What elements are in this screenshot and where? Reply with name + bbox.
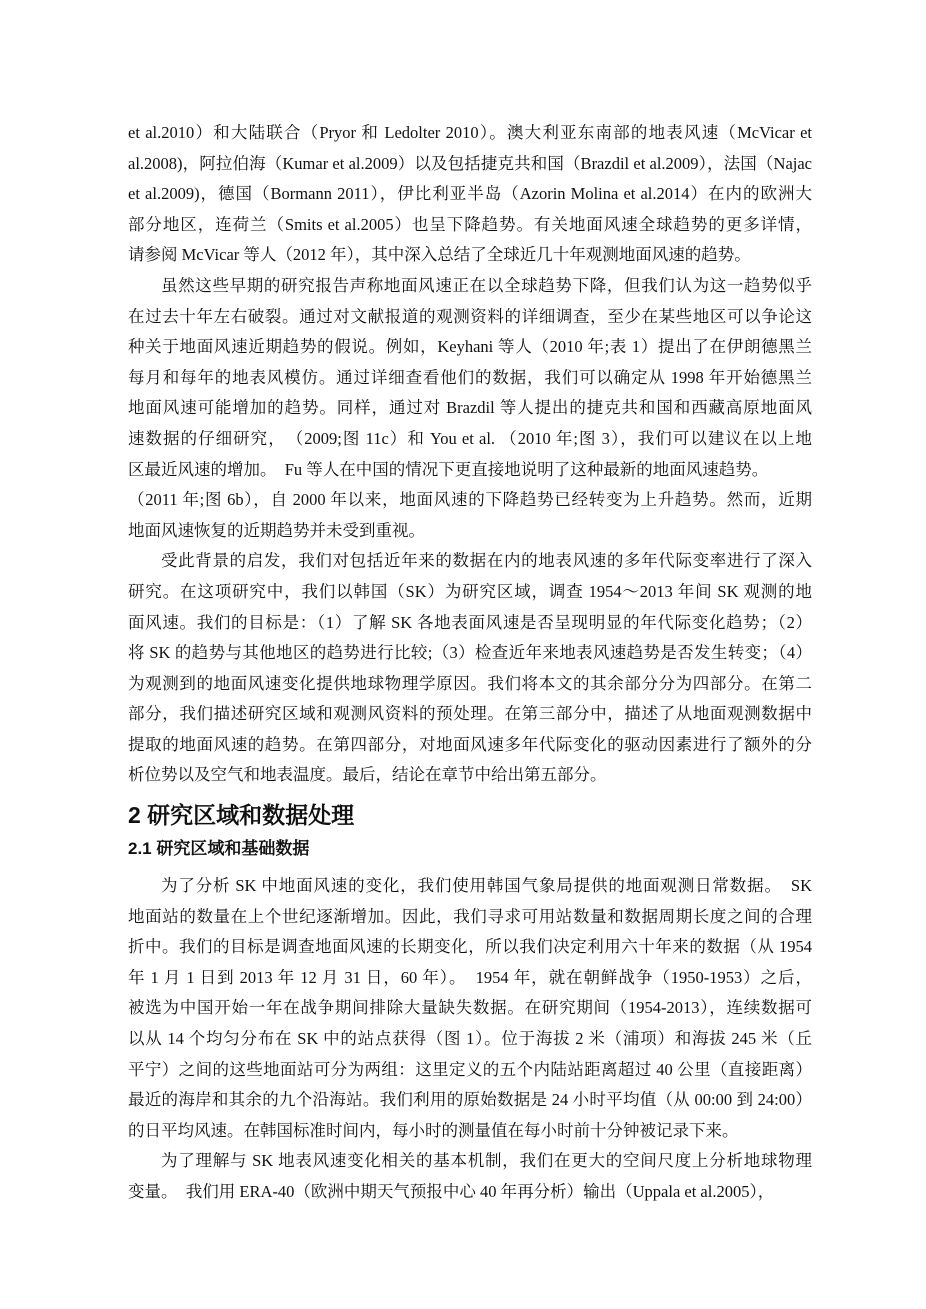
text-line: 年 1 月 1 日到 2013 年 12 月 31 日，60 年）。 1954 年，就在朝鲜战争（1950-1953）之后， <box>128 967 812 987</box>
text-line: 研究。在这项研究中，我们以韩国（SK）为研究区域，调查 1954～2013 年间 SK 观测的地 <box>128 581 812 601</box>
section-heading: 2 研究区域和数据处理 <box>128 802 355 829</box>
text-line: 部分，我们描述研究区域和观测风资料的预处理。在第三部分中，描述了从地面观测数据中 <box>128 704 812 724</box>
paragraph-5 <box>128 1146 812 1207</box>
text-line: 受此背景的启发，我们对包括近年来的数据在内的地表风速的多年代际变率进行了深入 <box>161 551 812 571</box>
text-line: 每月和每年的地表风模仿。通过详细查看他们的数据，我们可以确定从 1998 年开始德黑兰 <box>128 367 812 387</box>
text-line: 折中。我们的目标是调查地面风速的长期变化，所以我们决定利用六十年来的数据（从 1954 <box>128 937 812 957</box>
text-line: 为了分析 SK 中地面风速的变化，我们使用韩国气象局提供的地面观测日常数据。 SK <box>161 876 812 896</box>
text-line: 提取的地面风速的趋势。在第四部分，对地面风速多年代际变化的驱动因素进行了额外的分 <box>128 734 812 754</box>
text-line: 的日平均风速。在韩国标准时间内，每小时的测量值在每小时前十分钟被记录下来。 <box>128 1120 739 1140</box>
paragraph-2 <box>128 271 812 546</box>
paragraph-3 <box>128 546 812 791</box>
text-line: 最近的海岸和其余的九个沿海站。我们利用的原始数据是 24 小时平均值（从 00:00 到 24:00） <box>128 1090 812 1110</box>
text-line: 地面站的数量在上个世纪逐渐增加。因此，我们寻求可用站数量和数据周期长度之间的合理 <box>128 906 812 926</box>
text-line: 部分地区，连荷兰（Smits et al.2005）也呈下降趋势。有关地面风速全球趋势的更多详情， <box>128 214 812 234</box>
text-line: 为观测到的地面风速变化提供地球物理学原因。我们将本文的其余部分分为四部分。在第二 <box>128 673 812 693</box>
text-line: et al.2010）和大陆联合（Pryor 和 Ledolter 2010）。澳大利亚东南部的地表风速（McVicar et <box>128 123 812 142</box>
text-line: 被选为中国开始一年在战争期间排除大量缺失数据。在研究期间（1954-2013），连续数据可 <box>128 998 812 1018</box>
text-line: 以从 14 个均匀分布在 SK 中的站点获得（图 1）。位于海拔 2 米（浦项）和海拔 245 米（丘 <box>128 1029 812 1049</box>
text-line: 变量。 我们用 ERA-40（欧洲中期天气预报中心 40 年再分析）输出（Uppala et al.2005）， <box>128 1182 775 1201</box>
subsection-heading: 2.1 研究区域和基础数据 <box>128 839 310 859</box>
text-line: 请参阅 McVicar 等人（2012 年），其中深入总结了全球近几十年观测地面风速的趋势。 <box>128 245 751 265</box>
text-line: （2011 年;图 6b），自 2000 年以来，地面风速的下降趋势已经转变为上升趋势。然而，近期 <box>128 490 812 510</box>
text-line: 平宁）之间的这些地面站可分为两组：这里定义的五个内陆站距离超过 40 公里（直接距离） <box>128 1059 812 1079</box>
text-line: 地面风速恢复的近期趋势并未受到重视。 <box>128 520 425 540</box>
text-line: 将 SK 的趋势与其他地区的趋势进行比较;（3）检查近年来地表风速趋势是否发生转变；（4） <box>128 643 812 663</box>
text-line: 种关于地面风速近期趋势的假说。例如，Keyhani 等人（2010 年;表 1）提出了在伊朗德黑兰 <box>128 337 812 357</box>
text-line: al.2008)，阿拉伯海（Kumar et al.2009）以及包括捷克共和国（Brazdil et al.2009），法国（Najac <box>128 153 812 173</box>
paragraph-4 <box>128 871 812 1146</box>
text-line: 区最近风速的增加。 Fu 等人在中国的情况下更直接地说明了这种最新的地面风速趋势。 <box>128 459 769 479</box>
text-line: 地面风速可能增加的趋势。同样，通过对 Brazdil 等人提出的捷克共和国和西藏高原地面风 <box>128 398 812 418</box>
text-line: 析位势以及空气和地表温度。最后，结论在章节中给出第五部分。 <box>128 765 607 785</box>
text-line: 虽然这些早期的研究报告声称地面风速正在以全球趋势下降，但我们认为这一趋势似乎 <box>161 275 812 295</box>
text-line: 在过去十年左右破裂。通过对文献报道的观测资料的详细调查，至少在某些地区可以争论这 <box>128 306 812 326</box>
text-line: 为了理解与 SK 地表风速变化相关的基本机制，我们在更大的空间尺度上分析地球物理 <box>161 1151 812 1171</box>
text-line: et al.2009)，德国（Bormann 2011），伊比利亚半岛（Azorin Molina et al.2014）在内的欧洲大 <box>128 184 812 204</box>
text-line: 面风速。我们的目标是：（1）了解 SK 各地表面风速是否呈现明显的年代际变化趋势；（2） <box>128 612 812 632</box>
text-line: 速数据的仔细研究， （2009;图 11c）和 You et al. （2010 年;图 3），我们可以建议在以上地 <box>128 428 812 448</box>
paragraph-1 <box>128 118 812 271</box>
